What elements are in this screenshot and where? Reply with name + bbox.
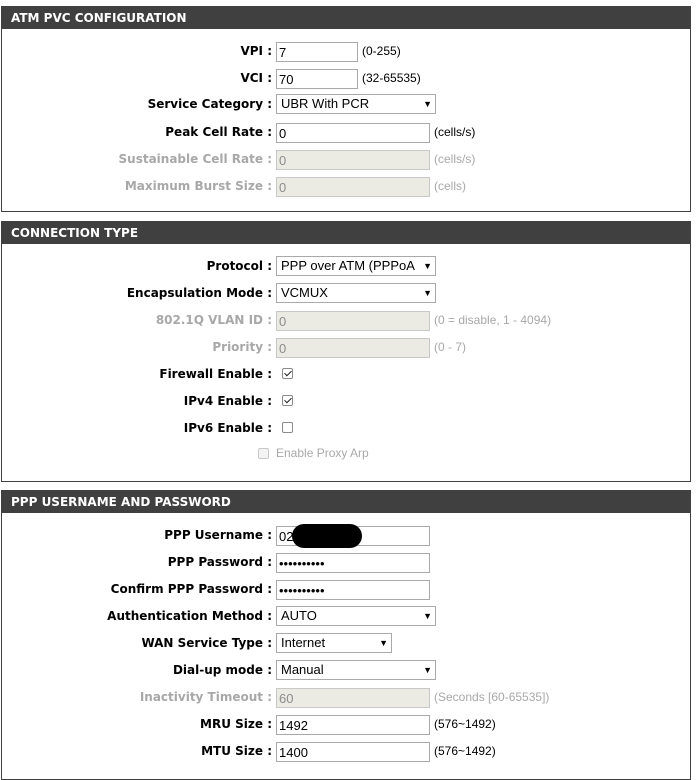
ppp-credentials-section (1, 490, 691, 780)
protocol-value: PPP over ATM (PPPoA (281, 258, 415, 273)
mtu-label: MTU Size : (201, 744, 272, 758)
vlan-id-row (2, 309, 690, 331)
section-title: CONNECTION TYPE (2, 222, 690, 244)
inactivity-timeout-label: Inactivity Timeout : (139, 690, 272, 704)
protocol-label: Protocol : (206, 259, 272, 273)
service-category-row (2, 93, 690, 115)
wan-service-type-value: Internet (281, 635, 326, 650)
firewall-checkbox[interactable] (282, 368, 293, 379)
peak-cell-rate-hint: (cells/s) (434, 125, 476, 139)
ipv6-row (2, 417, 690, 439)
peak-cell-rate-row (2, 121, 690, 143)
max-burst-size-label: Maximum Burst Size : (124, 179, 272, 193)
mtu-hint: (576~1492) (434, 744, 496, 758)
mtu-row (2, 740, 690, 762)
wan-service-type-label: WAN Service Type : (141, 636, 272, 650)
wan-service-type-select[interactable] (276, 633, 392, 653)
auth-method-select[interactable] (276, 606, 436, 626)
inactivity-timeout-row (2, 686, 690, 708)
service-category-label: Service Category : (147, 97, 272, 111)
priority-row (2, 336, 690, 358)
wan-service-type-row (2, 632, 690, 654)
mtu-input[interactable] (276, 742, 430, 762)
chevron-down-icon: ▼ (423, 261, 432, 271)
ipv6-checkbox[interactable] (282, 422, 293, 433)
inactivity-timeout-hint: (Seconds [60-65535]) (434, 690, 550, 704)
max-burst-size-row (2, 175, 690, 197)
protocol-row (2, 255, 690, 277)
sustainable-cell-rate-hint: (cells/s) (434, 152, 476, 166)
vpi-hint: (0-255) (362, 44, 401, 58)
vlan-id-input (276, 311, 430, 331)
vpi-input[interactable] (276, 42, 358, 62)
chevron-down-icon: ▼ (423, 99, 432, 109)
vci-row (2, 67, 690, 89)
vci-label: VCI : (240, 71, 272, 85)
firewall-row (2, 363, 690, 385)
ppp-password-label: PPP Password : (167, 555, 272, 569)
sustainable-cell-rate-row (2, 148, 690, 170)
ipv4-row (2, 390, 690, 412)
priority-label: Priority : (212, 340, 272, 354)
max-burst-size-hint: (cells) (434, 179, 466, 193)
chevron-down-icon: ▼ (423, 665, 432, 675)
service-category-select[interactable] (276, 94, 436, 114)
ppp-username-row (2, 524, 690, 546)
section-title: ATM PVC CONFIGURATION (2, 7, 690, 29)
ipv4-label: IPv4 Enable : (183, 394, 272, 408)
max-burst-size-input (276, 177, 430, 197)
ipv6-label: IPv6 Enable : (183, 421, 272, 435)
service-category-value: UBR With PCR (281, 96, 370, 111)
mru-input[interactable] (276, 715, 430, 735)
vlan-id-label: 802.1Q VLAN ID : (155, 313, 272, 327)
vlan-id-hint: (0 = disable, 1 - 4094) (434, 313, 552, 327)
vci-hint: (32-65535) (362, 71, 421, 85)
priority-hint: (0 - 7) (434, 340, 467, 354)
proxy-arp-row (2, 442, 690, 464)
dialup-mode-row (2, 659, 690, 681)
encapsulation-value: VCMUX (281, 285, 328, 300)
sustainable-cell-rate-input (276, 150, 430, 170)
dialup-mode-label: Dial-up mode : (172, 663, 272, 677)
atm-pvc-section (1, 6, 691, 212)
ipv4-checkbox[interactable] (282, 395, 293, 406)
redaction-mark (292, 524, 362, 548)
ppp-password-row (2, 551, 690, 573)
auth-method-row (2, 605, 690, 627)
ppp-username-label: PPP Username : (164, 528, 272, 542)
encapsulation-select[interactable] (276, 283, 436, 303)
inactivity-timeout-input (276, 688, 430, 708)
confirm-password-input[interactable] (276, 580, 430, 600)
vpi-label: VPI : (240, 44, 272, 58)
proxy-arp-checkbox (258, 448, 269, 459)
connection-type-section (1, 221, 691, 482)
confirm-password-label: Confirm PPP Password : (110, 582, 272, 596)
protocol-select[interactable] (276, 256, 436, 276)
mru-hint: (576~1492) (434, 717, 496, 731)
section-title: PPP USERNAME AND PASSWORD (2, 491, 690, 513)
mru-row (2, 713, 690, 735)
chevron-down-icon: ▼ (423, 611, 432, 621)
confirm-password-row (2, 578, 690, 600)
dialup-mode-select[interactable] (276, 660, 436, 680)
auth-method-value: AUTO (281, 608, 317, 623)
ppp-password-input[interactable] (276, 553, 430, 573)
vpi-row (2, 40, 690, 62)
sustainable-cell-rate-label: Sustainable Cell Rate : (118, 152, 272, 166)
dialup-mode-value: Manual (281, 662, 324, 677)
vci-input[interactable] (276, 69, 358, 89)
mru-label: MRU Size : (200, 717, 272, 731)
chevron-down-icon: ▼ (423, 288, 432, 298)
peak-cell-rate-input[interactable] (276, 123, 430, 143)
encapsulation-label: Encapsulation Mode : (126, 286, 272, 300)
chevron-down-icon: ▼ (379, 638, 388, 648)
auth-method-label: Authentication Method : (107, 609, 272, 623)
firewall-label: Firewall Enable : (159, 367, 272, 381)
encapsulation-row (2, 282, 690, 304)
priority-input (276, 338, 430, 358)
proxy-arp-label: Enable Proxy Arp (276, 446, 369, 460)
peak-cell-rate-label: Peak Cell Rate : (165, 125, 272, 139)
